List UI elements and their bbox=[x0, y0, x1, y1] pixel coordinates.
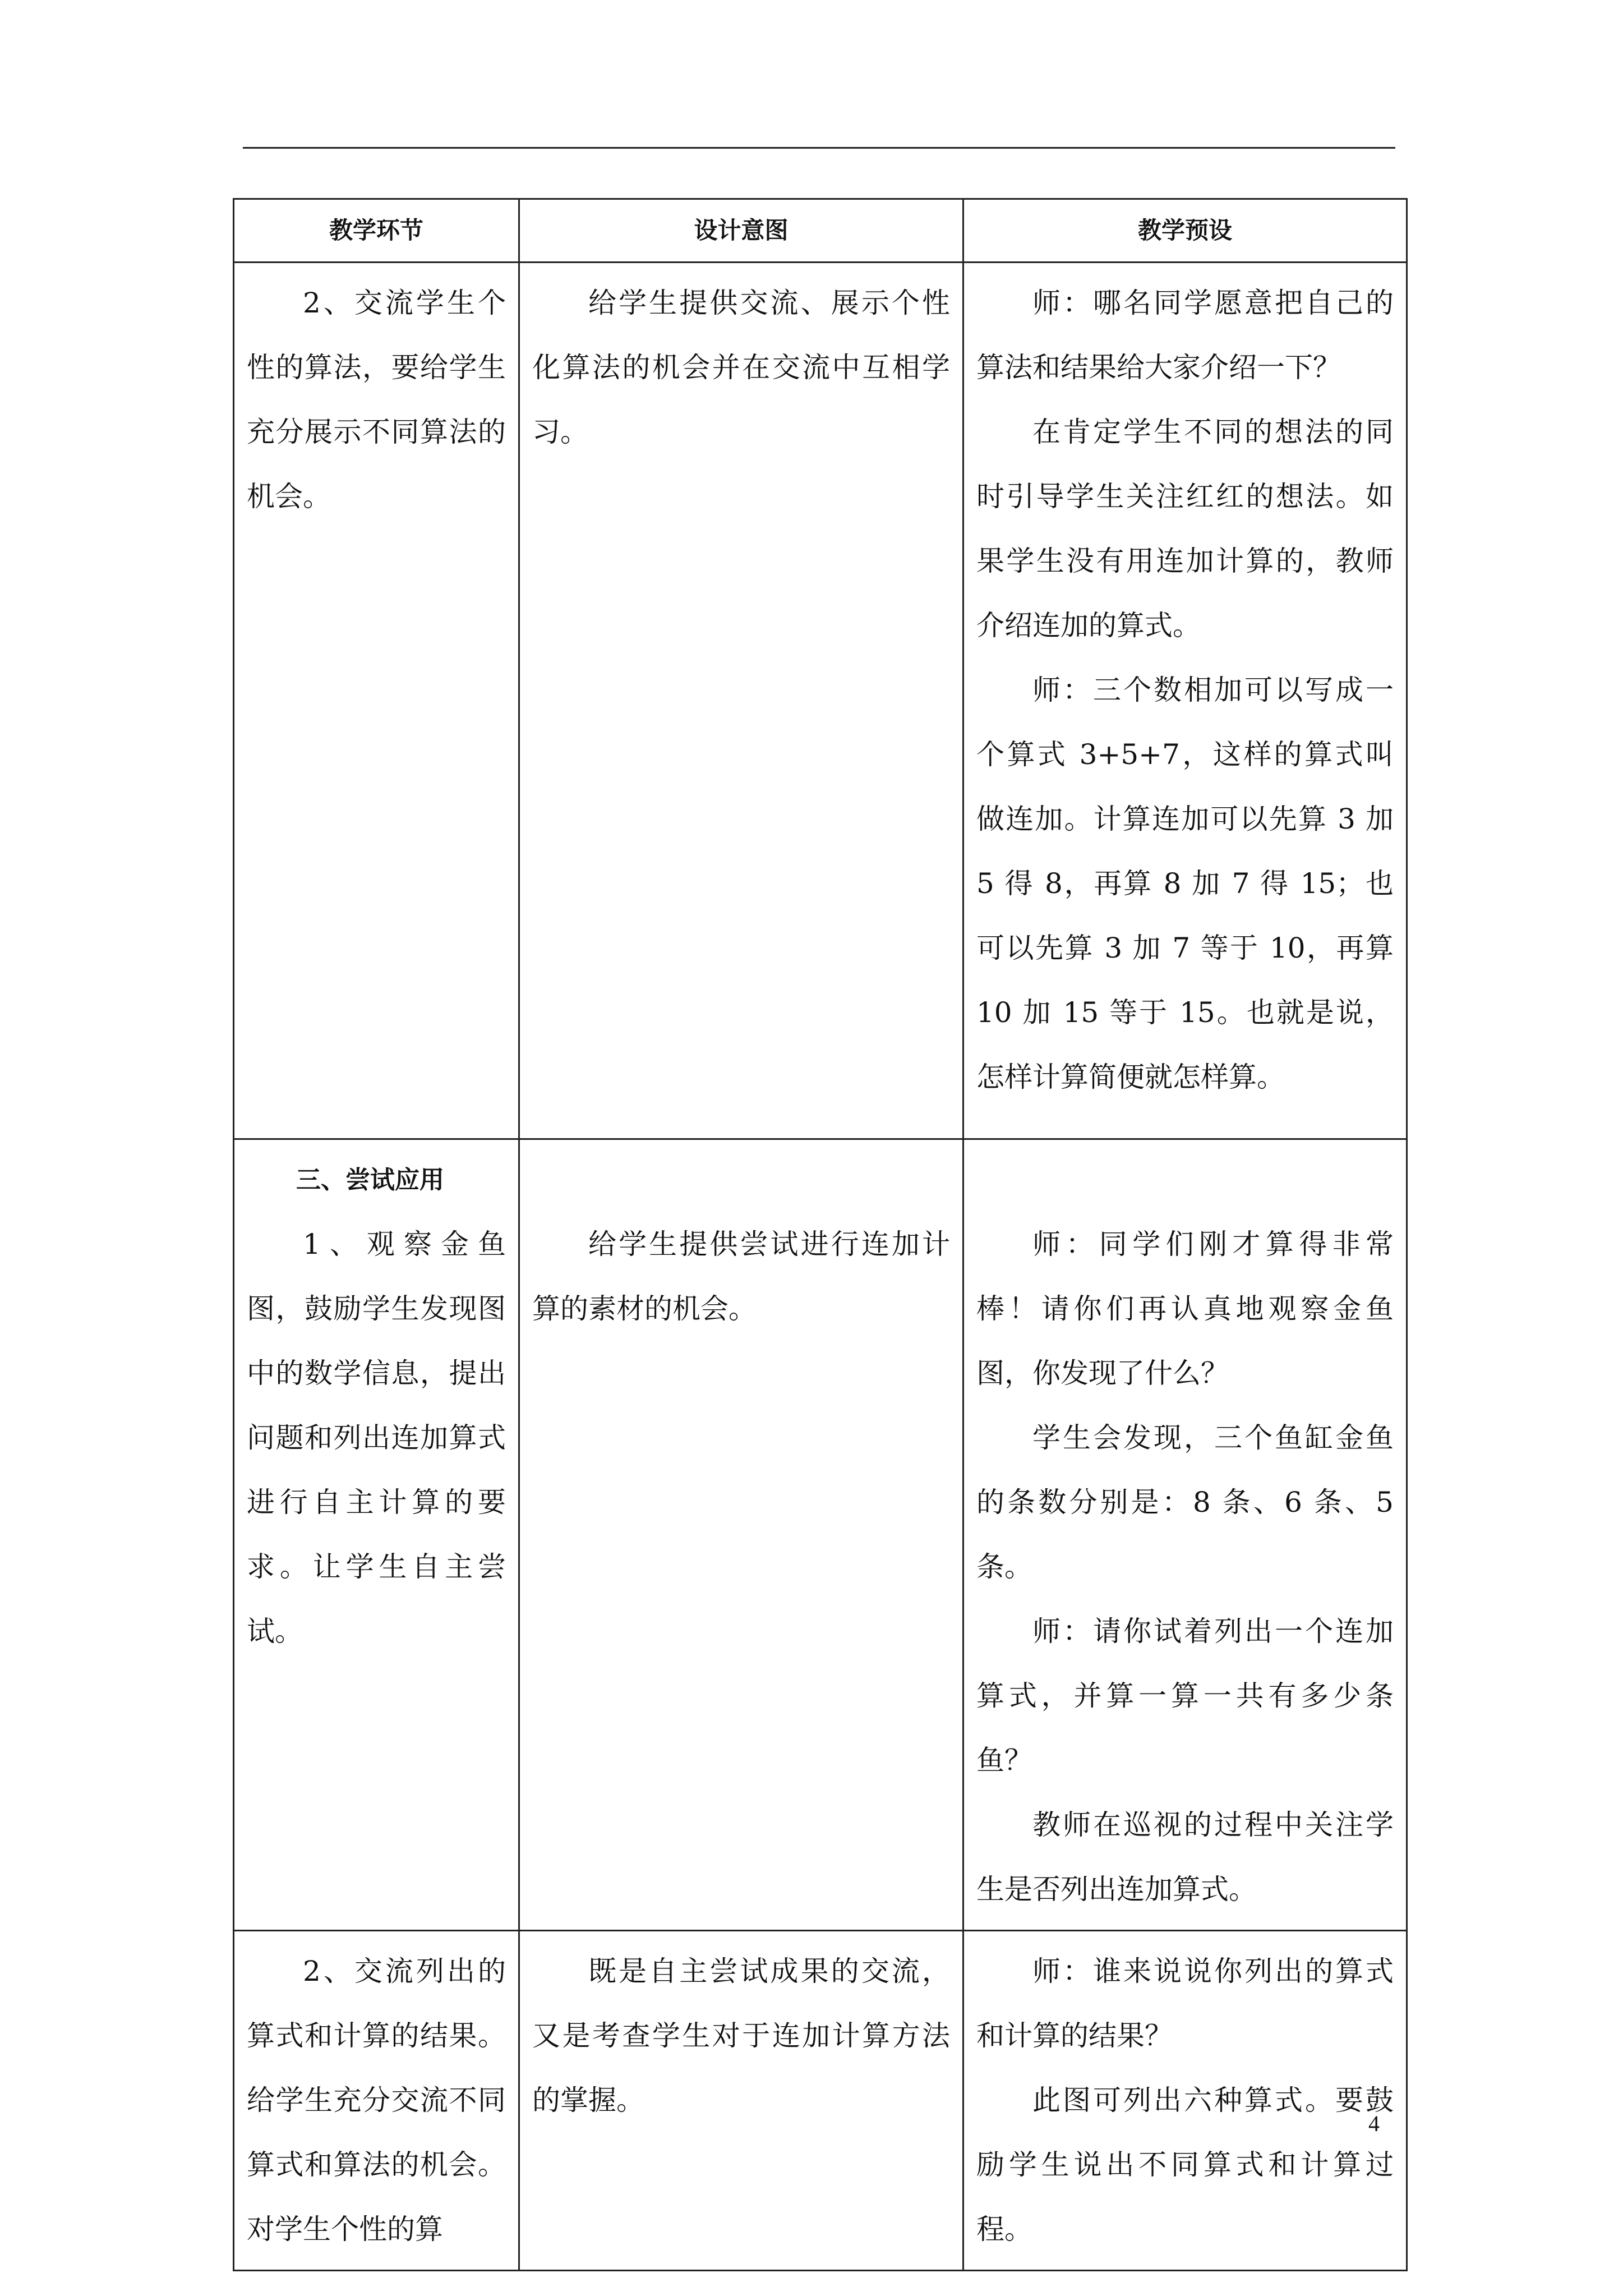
stage-text: 2、交流列出的算式和计算的结果。给学生充分交流不同算式和算法的机会。对学生个性的算 bbox=[247, 1955, 506, 2246]
preset-cell bbox=[963, 1931, 1407, 2271]
page-number: 4 bbox=[1368, 2111, 1380, 2136]
section-title: 三、尝试应用 bbox=[296, 1166, 444, 1194]
spacer bbox=[976, 1148, 1394, 1212]
table-row bbox=[234, 1139, 1407, 1931]
table-header-row bbox=[234, 199, 1407, 263]
intent-text: 既是自主尝试成果的交流，又是考查学生对于连加计算方法的掌握。 bbox=[532, 1955, 950, 2116]
header-teaching-preset: 教学预设 bbox=[963, 199, 1407, 263]
spacer bbox=[532, 1148, 950, 1212]
intent-cell bbox=[519, 1931, 963, 2271]
preset-paragraph: 师：三个数相加可以写成一个算式 3+5+7，这样的算式叫做连加。计算连加可以先算 3 加 5 得 8，再算 8 加 7 得 15；也可以先算 3 加 7 等于 10，再算 10 加 15 等于 15。也就是说，怎样计算简便就怎样算。 bbox=[976, 674, 1394, 1093]
preset-cell bbox=[963, 263, 1407, 1139]
preset-paragraph: 师：请你试着列出一个连加算式，并算一算一共有多少条鱼？ bbox=[976, 1615, 1394, 1777]
table-row bbox=[234, 1931, 1407, 2271]
lesson-plan-table bbox=[233, 198, 1408, 2271]
intent-text: 给学生提供交流、展示个性化算法的机会并在交流中互相学习。 bbox=[532, 287, 950, 448]
preset-cell bbox=[963, 1139, 1407, 1931]
stage-cell bbox=[234, 263, 519, 1139]
preset-paragraph: 师：哪名同学愿意把自己的算法和结果给大家介绍一下？ bbox=[976, 287, 1394, 384]
intent-cell bbox=[519, 263, 963, 1139]
preset-paragraph: 师：谁来说说你列出的算式和计算的结果？ bbox=[976, 1955, 1394, 2052]
preset-paragraph: 教师在巡视的过程中关注学生是否列出连加算式。 bbox=[976, 1809, 1394, 1906]
preset-paragraph: 学生会发现，三个鱼缸金鱼的条数分别是：8 条、6 条、5 条。 bbox=[976, 1421, 1394, 1583]
header-rule bbox=[243, 147, 1395, 149]
stage-cell bbox=[234, 1931, 519, 2271]
stage-cell bbox=[234, 1139, 519, 1931]
header-design-intent: 设计意图 bbox=[519, 199, 963, 263]
preset-paragraph: 师：同学们刚才算得非常棒！请你们再认真地观察金鱼图，你发现了什么？ bbox=[976, 1228, 1394, 1389]
stage-text: 2、交流学生个性的算法，要给学生充分展示不同算法的机会。 bbox=[247, 287, 506, 513]
header-teaching-stage: 教学环节 bbox=[234, 199, 519, 263]
intent-text: 给学生提供尝试进行连加计算的素材的机会。 bbox=[532, 1228, 950, 1325]
preset-paragraph: 此图可列出六种算式。要鼓励学生说出不同算式和计算过程。 bbox=[976, 2084, 1394, 2246]
table-row bbox=[234, 263, 1407, 1139]
stage-text: 1、观察金鱼图，鼓励学生发现图中的数学信息，提出问题和列出连加算式进行自主计算的要求。让学生自主尝试。 bbox=[247, 1228, 506, 1648]
preset-paragraph: 在肯定学生不同的想法的同时引导学生关注红红的想法。如果学生没有用连加计算的，教师介绍连加的算式。 bbox=[976, 416, 1394, 642]
intent-cell bbox=[519, 1139, 963, 1931]
